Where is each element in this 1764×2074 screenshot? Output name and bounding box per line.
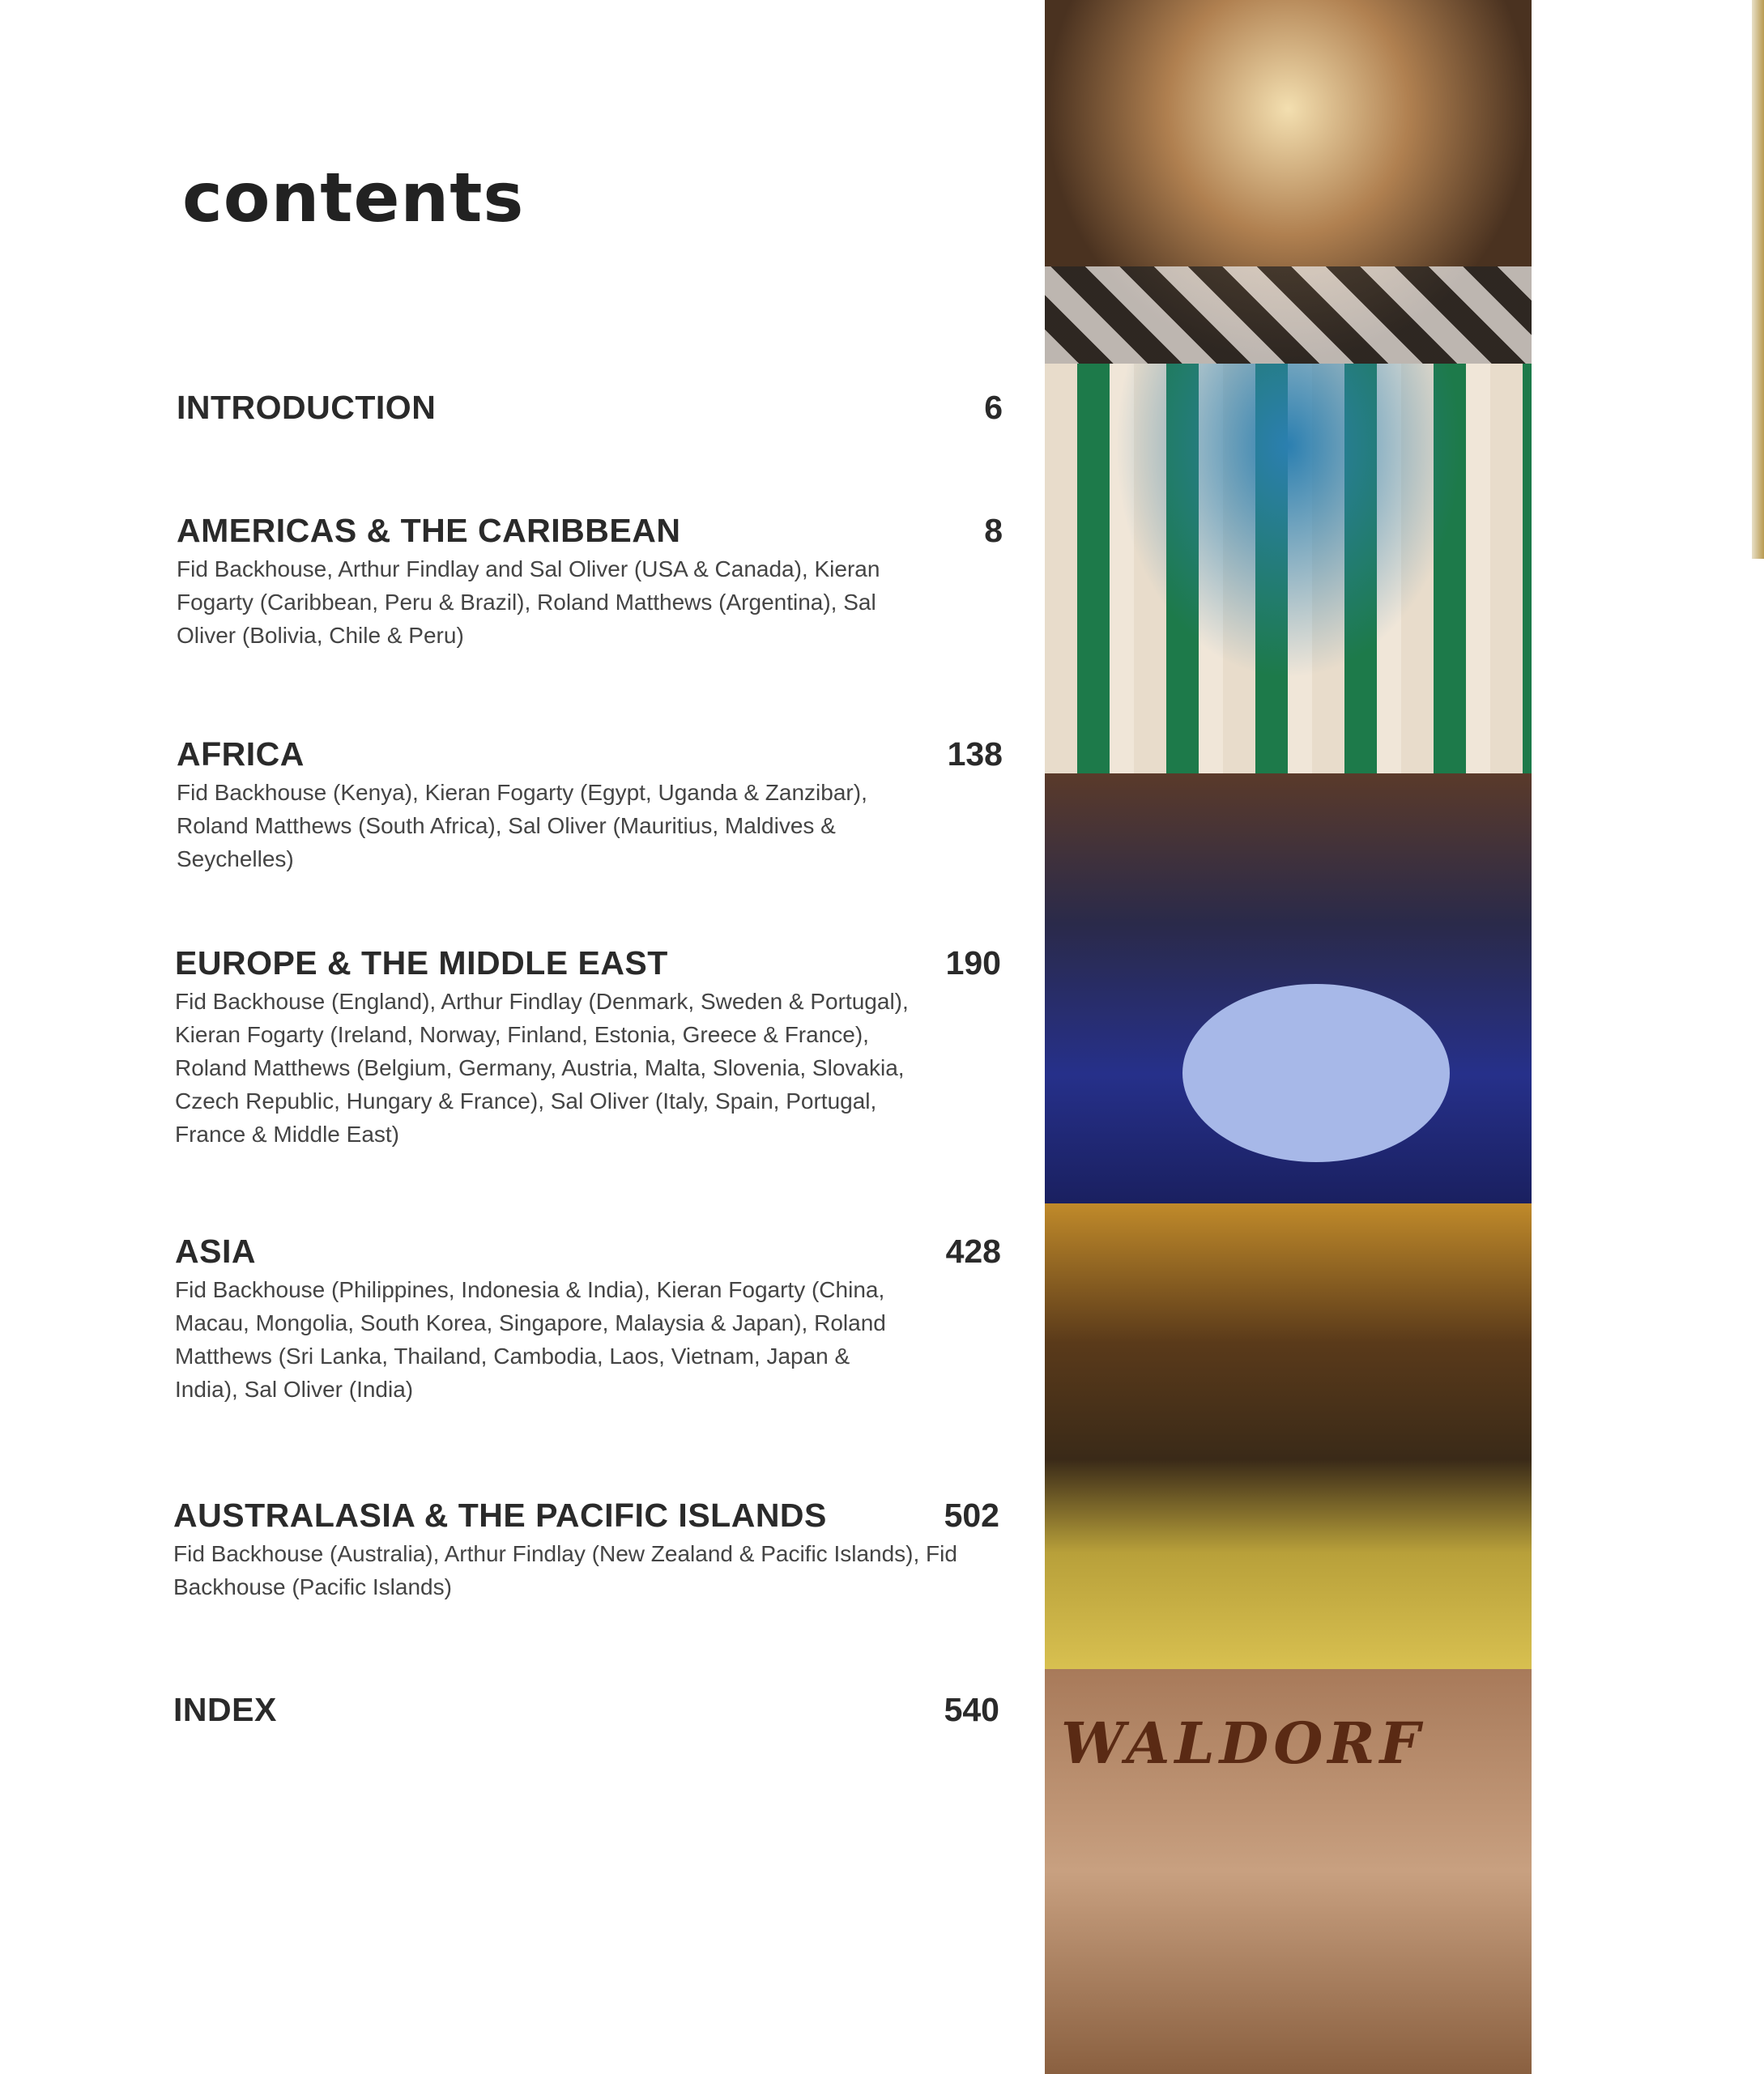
page-number: 6 <box>984 389 1003 426</box>
page-number: 540 <box>944 1691 999 1728</box>
section-heading: EUROPE & THE MIDDLE EAST <box>175 944 668 982</box>
photo-hotel-lobby <box>1045 0 1532 364</box>
section-heading: AUSTRALASIA & THE PACIFIC ISLANDS <box>173 1497 827 1534</box>
section-contributors: Fid Backhouse (Australia), Arthur Findlay (New Zealand & Pacific Islands), Fid Backhouse (Pacific Islands) <box>173 1541 957 1599</box>
section-heading: ASIA <box>175 1233 256 1270</box>
page-edge <box>1752 0 1764 559</box>
section-heading: INDEX <box>173 1691 277 1728</box>
toc-entry-europe[interactable] <box>175 943 1001 1151</box>
page-title: contents <box>182 158 525 237</box>
toc-entry-index[interactable] <box>173 1689 999 1730</box>
page-number: 190 <box>945 944 1001 982</box>
page-number: 428 <box>945 1233 1001 1270</box>
section-heading: AFRICA <box>177 735 305 773</box>
toc-entry-africa[interactable] <box>177 734 1003 875</box>
photo-waldorf-sign <box>1045 1669 1532 2074</box>
section-heading: INTRODUCTION <box>177 389 437 426</box>
photo-art-deco-lobby <box>1045 1203 1532 1669</box>
page-number: 8 <box>984 512 1003 549</box>
photo-lounge <box>1045 773 1532 1203</box>
waldorf-sign-text: WALDORF <box>1061 1710 1425 1777</box>
section-contributors: Fid Backhouse (England), Arthur Findlay (Denmark, Sweden & Portugal), Kieran Fogarty (Ireland, Norway, Finland, Estonia, Greece & France), Roland Matthews (Belgium, Germany, Austria, Malta, Slovenia, Slovakia, Czech Republic, Hungary & France), Sal Oliver (Italy, Spain, Portugal, France & Middle East) <box>175 989 909 1147</box>
toc-entry-asia[interactable] <box>175 1231 1001 1406</box>
section-contributors: Fid Backhouse (Philippines, Indonesia & India), Kieran Fogarty (China, Macau, Mongolia, South Korea, Singapore, Malaysia & Japan), Roland Matthews (Sri Lanka, Thailand, Cambodia, Laos, Vietnam, Japan & India), Sal Oliver (India) <box>175 1277 886 1402</box>
photo-column <box>1045 0 1532 2074</box>
toc-entry-americas[interactable] <box>177 510 1003 652</box>
page-number: 502 <box>944 1497 999 1534</box>
section-contributors: Fid Backhouse (Kenya), Kieran Fogarty (Egypt, Uganda & Zanzibar), Roland Matthews (South Africa), Sal Oliver (Mauritius, Maldives & Seychelles) <box>177 780 867 871</box>
section-contributors: Fid Backhouse, Arthur Findlay and Sal Oliver (USA & Canada), Kieran Fogarty (Caribbean, Peru & Brazil), Roland Matthews (Argentina), Sal Oliver (Bolivia, Chile & Peru) <box>177 556 880 648</box>
page-number: 138 <box>947 735 1003 773</box>
section-heading: AMERICAS & THE CARIBBEAN <box>177 512 681 549</box>
toc-entry-australasia[interactable] <box>173 1495 999 1603</box>
toc-entry-introduction[interactable] <box>177 387 1003 428</box>
photo-atrium <box>1045 364 1532 773</box>
